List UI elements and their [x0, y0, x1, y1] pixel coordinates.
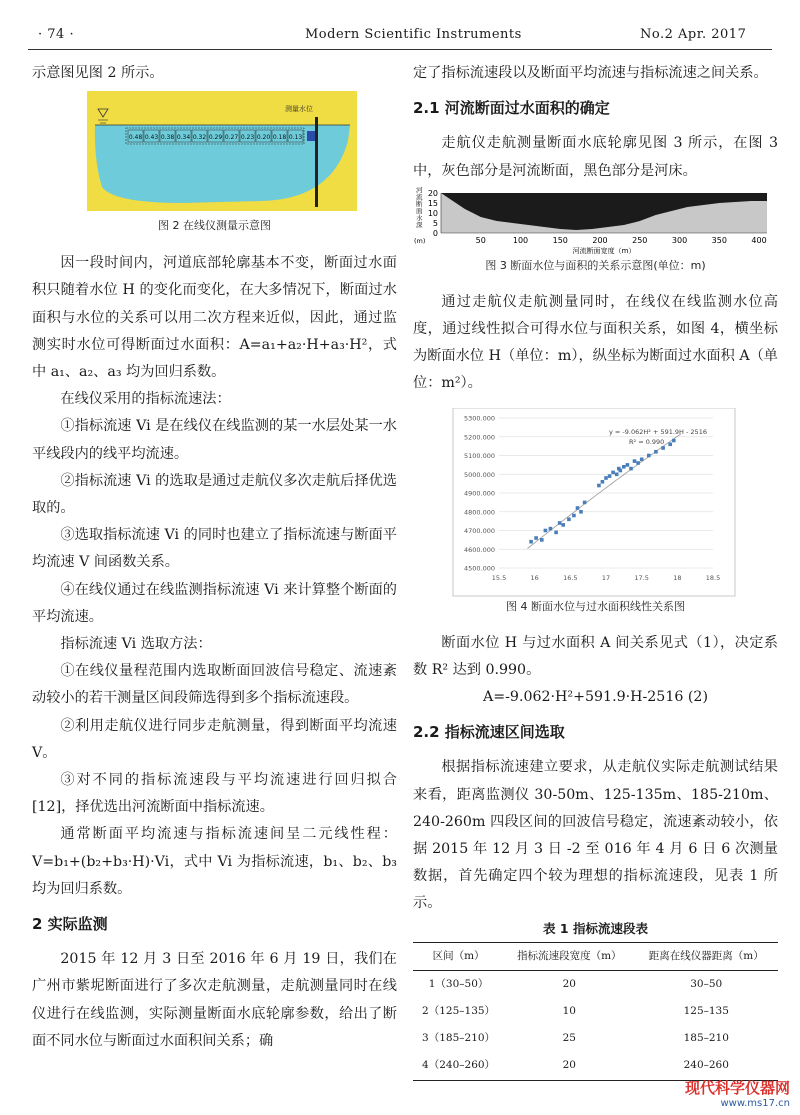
data-point — [629, 466, 633, 470]
y-axis-label: 深 — [416, 220, 423, 229]
y-tick-label: 5100.000 — [463, 451, 495, 460]
data-point — [647, 453, 651, 457]
data-point — [611, 470, 615, 474]
paragraph: 定了指标流速段以及断面平均流速与指标流速之间关系。 — [413, 65, 768, 81]
data-point — [626, 463, 630, 467]
y-axis-label: 断 — [416, 199, 423, 208]
y-tick-label: 4500.000 — [463, 564, 495, 573]
table-row: 4（240–260） 20 240–260 — [422, 1059, 729, 1072]
section-heading: 2.1 河流断面过水面积的确定 — [413, 99, 610, 118]
instrument-pole — [315, 117, 318, 207]
y-tick-label: 5 — [432, 218, 438, 228]
data-point — [561, 523, 565, 527]
left-column — [32, 60, 397, 1055]
paragraph: ③对不同的指标流速段与平均流速进行回归拟合 [12]，择优选出河流断面中指标流速。 — [32, 772, 397, 816]
y-tick-label: 10 — [427, 208, 438, 218]
table-row: 3（185–210） 25 185–210 — [422, 1032, 729, 1045]
data-point — [661, 446, 665, 450]
data-point — [619, 468, 623, 472]
data-point — [554, 530, 558, 534]
y-axis-unit: (m) — [414, 236, 426, 245]
y-axis-label: 河 — [416, 186, 423, 194]
data-point — [597, 483, 601, 487]
issue-info: No.2 Apr. 2017 — [640, 27, 747, 42]
figure-3 — [413, 187, 778, 257]
cell-value: 0.34 — [176, 134, 191, 142]
paragraph: 根据指标流速建立要求，从走航仪实际走航测试结果来看，距离监测仪 30-50m、125-135m、185-210m、240-260m 四段区间的回波信号稳定，流速紊动较小，依据 2015 年 12 月 3 日 -2 至 016 年 4 月 6 日 6 次测量数据，首先确定四个较为理想的指标流速段，见表 1 所示。 — [413, 759, 778, 912]
cell-value: 0.43 — [144, 134, 159, 142]
cell-value: 0.18 — [272, 134, 287, 142]
data-point — [544, 528, 548, 532]
data-point — [604, 476, 608, 480]
data-point — [654, 450, 658, 454]
y-axis-label: 水 — [416, 213, 423, 222]
paragraph: 通过走航仪走航测量同时，在线仪在线监测水位高度，通过线性拟合可得水位与面积关系，如图 4，横坐标为断面水位 H（单位：m），纵坐标为断面过水面积 A（单位：m²）。 — [413, 293, 778, 392]
data-point — [540, 538, 544, 542]
y-tick-label: 4900.000 — [463, 489, 495, 498]
x-tick-label: 15.5 — [491, 573, 507, 582]
data-point — [636, 461, 640, 465]
cell-value: 0.32 — [192, 134, 207, 142]
y-tick-label: 5300.000 — [463, 414, 495, 423]
x-tick-label: 400 — [751, 235, 767, 245]
cell-value: 0.23 — [240, 134, 255, 142]
paragraph: 通常断面平均流速与指标流速间呈二元线性程：V=b₁+(b₂+b₃·H)·Vi，式中 Vi 为指标流速，b₁、b₂、b₃ 均为回归系数。 — [32, 826, 397, 897]
x-tick-label: 300 — [671, 235, 688, 245]
cell-value: 0.13 — [288, 134, 303, 142]
x-tick-label: 18.5 — [705, 573, 721, 582]
profile-chart — [413, 187, 778, 257]
paragraph: 指标流速 Vi 选取方法： — [60, 636, 212, 653]
data-point — [567, 517, 571, 521]
table-row: 1（30–50） 20 30–50 — [428, 977, 723, 990]
table-header: 指标流速段宽度（m） — [517, 949, 622, 962]
x-tick-label: 17.5 — [634, 573, 649, 582]
data-point — [622, 465, 626, 469]
section-heading: 2 实际监测 — [32, 915, 108, 934]
x-axis-label: 河流断面宽度（m） — [572, 246, 636, 255]
y-tick-label: 15 — [427, 198, 438, 208]
watermark-url: www.ms17.cn — [720, 1098, 790, 1109]
x-tick-label: 100 — [512, 235, 529, 245]
paragraph: 走航仪走航测量断面水底轮廓见图 3 所示，在图 3 中，灰色部分是河流断面，黑色部分是河床。 — [413, 135, 778, 179]
paragraph: 在线仪采用的指标流速法： — [60, 391, 231, 408]
watermark-name: 现代科学仪器网 — [684, 1079, 790, 1097]
data-point — [668, 442, 672, 446]
y-axis-label: 流 — [416, 192, 423, 201]
y-tick-label: 20 — [427, 188, 438, 198]
data-point — [576, 506, 580, 510]
x-tick-label: 50 — [475, 235, 486, 245]
paragraph: 示意图见图 2 所示。 — [32, 65, 164, 81]
flow-segment-table — [413, 942, 778, 1081]
watermark — [685, 1077, 790, 1109]
cell-value: 0.48 — [128, 134, 143, 142]
data-point — [558, 521, 562, 525]
measure-label: 测量水位 — [285, 105, 313, 114]
figure-2 — [32, 91, 397, 221]
header-rule — [28, 49, 772, 50]
cell-value: 0.29 — [208, 134, 223, 142]
data-point — [672, 438, 676, 442]
scatter-chart — [413, 408, 778, 598]
r-squared: R² = 0.990 — [629, 437, 665, 446]
x-tick-label: 18 — [673, 573, 682, 582]
x-tick-label: 16 — [530, 573, 539, 582]
data-point — [640, 457, 644, 461]
figure-3-caption: 图 3 断面水位与面积的关系示意图(单位：m) — [485, 258, 706, 272]
data-point — [583, 500, 587, 504]
table-caption: 表 1 指标流速段表 — [543, 920, 648, 936]
page-number: · 74 · — [38, 27, 75, 42]
figure-4 — [413, 408, 778, 598]
data-point — [549, 526, 553, 530]
figure-2-caption: 图 2 在线仪测量示意图 — [158, 219, 271, 233]
paragraph: ③选取指标流速 Vi 的同时也建立了指标流速与断面平均流速 V 间函数关系。 — [32, 527, 397, 571]
paragraph: ①在线仪量程范围内选取断面回波信号稳定、流速紊动较小的若干测量区间段筛选得到多个指标流速段。 — [32, 663, 397, 707]
y-tick-label: 5200.000 — [463, 432, 495, 441]
right-column — [413, 60, 778, 1081]
x-tick-label: 17 — [601, 573, 611, 582]
y-tick-label: 4800.000 — [463, 507, 495, 516]
table-header: 距离在线仪器距离（m） — [648, 949, 764, 962]
paragraph: 断面水位 H 与过水面积 A 间关系见式（1），决定系数 R² 达到 0.990。 — [413, 634, 778, 678]
data-point — [601, 480, 605, 484]
cell-value: 0.20 — [256, 134, 271, 142]
paragraph: 因一段时间内，河道底部轮廓基本不变，断面过水面积只随着水位 H 的变化而变化，在大多情况下，断面过水面积与水位的关系可以用二次方程来近似，因此，通过监测实时水位可得断面过水面积：A=a₁+a₂·H+a₃·H²，式中 a₁、a₂、a₃ 均为回归系数。 — [32, 255, 397, 381]
equation-2: A=-9.062·H²+591.9·H-2516 (2) — [482, 689, 708, 706]
y-tick-label: 4700.000 — [463, 526, 495, 535]
x-tick-label: 350 — [711, 235, 727, 245]
data-point — [579, 510, 583, 514]
paragraph: ①指标流速 Vi 是在线仪在线监测的某一水层处某一水平线段内的线平均流速。 — [32, 418, 397, 462]
y-tick-label: 4600.000 — [463, 545, 495, 554]
paragraph: ②利用走航仪进行同步走航测量，得到断面平均流速 V。 — [32, 717, 397, 761]
paragraph: 2015 年 12 月 3 日至 2016 年 6 月 19 日，我们在广州市紫坭断面进行了多次走航测量，走航测量同时在线仪进行在线监测，实际测量断面水底轮廓参数，给出了断面不同水位与断面过水面积间关系；确 — [32, 951, 397, 1049]
table-row: 2（125–135） 10 125–135 — [422, 1005, 729, 1018]
x-tick-label: 200 — [592, 235, 608, 245]
table-header: 区间（m） — [432, 949, 485, 962]
data-point — [534, 536, 538, 540]
x-tick-label: 16.5 — [563, 573, 578, 582]
data-point — [633, 459, 637, 463]
trend-equation: y = -9.062H² + 591.9H - 2516 — [609, 427, 707, 436]
data-point — [615, 472, 619, 476]
instrument-icon — [307, 131, 315, 141]
data-point — [529, 540, 533, 544]
section-diagram — [32, 91, 397, 221]
cell-value: 0.38 — [160, 134, 175, 142]
paragraph: ②指标流速 Vi 的选取是通过走航仪多次走航后择优选取的。 — [32, 472, 397, 517]
y-tick-label: 0 — [432, 228, 438, 238]
data-point — [608, 474, 612, 478]
section-heading: 2.2 指标流速区间选取 — [413, 723, 565, 742]
y-tick-label: 5000.000 — [463, 470, 495, 479]
y-axis-label: 面 — [416, 206, 423, 215]
data-point — [572, 513, 576, 517]
x-tick-label: 150 — [552, 235, 568, 245]
x-tick-label: 250 — [632, 235, 648, 245]
cell-value: 0.27 — [224, 134, 239, 142]
journal-title: Modern Scientific Instruments — [305, 27, 522, 42]
paragraph: ④在线仪通过在线监测指标流速 Vi 来计算整个断面的平均流速。 — [32, 581, 397, 625]
figure-4-caption: 图 4 断面水位与过水面积线性关系图 — [506, 599, 685, 613]
